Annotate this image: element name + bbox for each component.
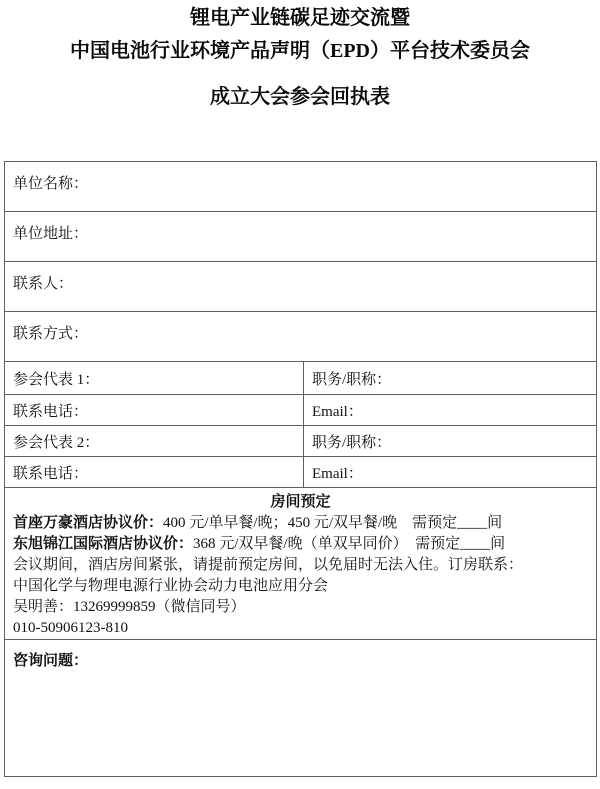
rep1-phone-field[interactable] bbox=[5, 395, 304, 426]
hotel2-details: 368 元/双早餐/晚（单双早同价） 需预定____间 bbox=[193, 536, 506, 552]
rep2-email-label: Email： bbox=[312, 465, 363, 482]
unit-name-row bbox=[5, 162, 597, 212]
rep2-label: 参会代表 2： bbox=[13, 434, 100, 451]
booking-contact-line: 吴明善：13269999859（微信同号） bbox=[13, 599, 246, 615]
rep1-row bbox=[5, 362, 597, 395]
rep2-name-field[interactable] bbox=[5, 426, 304, 457]
room-booking-row bbox=[5, 488, 597, 640]
document-header bbox=[0, 0, 600, 107]
hotel2-name: 东旭锦江国际酒店协议价： bbox=[13, 536, 194, 552]
room-booking-heading: 房间预定 bbox=[270, 494, 331, 510]
rep1-email-field[interactable] bbox=[304, 395, 597, 426]
unit-name-label: 单位名称： bbox=[13, 176, 89, 192]
unit-address-row bbox=[5, 212, 597, 262]
hotel1-details: 400 元/单早餐/晚；450 元/双早餐/晚 需预定____间 bbox=[163, 515, 503, 531]
rep2-contact-row bbox=[5, 457, 597, 488]
contact-method-row bbox=[5, 312, 597, 362]
rep2-email-field[interactable] bbox=[304, 457, 597, 488]
rep1-contact-row bbox=[5, 395, 597, 426]
document-title-line-3: 成立大会参会回执表 bbox=[210, 86, 390, 108]
hotel1-price-line[interactable] bbox=[13, 513, 588, 534]
document-title-line-1: 锂电产业链碳足迹交流暨 bbox=[190, 7, 410, 29]
consult-row bbox=[5, 640, 597, 777]
rep2-phone-field[interactable] bbox=[5, 457, 304, 488]
rep2-row bbox=[5, 426, 597, 457]
document-title-line-2: 中国电池行业环境产品声明（EPD）平台技术委员会 bbox=[70, 40, 530, 62]
rep2-phone-label: 联系电话： bbox=[13, 465, 89, 482]
rep1-position-label: 职务/职称： bbox=[312, 371, 392, 388]
rep2-position-label: 职务/职称： bbox=[312, 434, 392, 451]
contact-person-label: 联系人： bbox=[13, 276, 74, 292]
hotel1-name: 首座万豪酒店协议价： bbox=[13, 515, 164, 531]
rep1-name-field[interactable] bbox=[5, 362, 304, 395]
rep1-position-field[interactable] bbox=[304, 362, 597, 395]
unit-name-field[interactable] bbox=[5, 162, 597, 212]
rep1-email-label: Email： bbox=[312, 403, 363, 420]
booking-phone-line: 010-50906123-810 bbox=[13, 620, 128, 636]
rep1-label: 参会代表 1： bbox=[13, 371, 100, 388]
room-booking-section bbox=[5, 488, 597, 640]
contact-method-field[interactable] bbox=[5, 312, 597, 362]
registration-form-table bbox=[4, 161, 597, 777]
rep2-position-field[interactable] bbox=[304, 426, 597, 457]
contact-person-row bbox=[5, 262, 597, 312]
booking-note-line: 会议期间，酒店房间紧张，请提前预定房间，以免届时无法入住。订房联系： bbox=[13, 557, 524, 573]
consult-question-field[interactable] bbox=[5, 640, 597, 777]
contact-method-label: 联系方式： bbox=[13, 326, 89, 342]
contact-person-field[interactable] bbox=[5, 262, 597, 312]
rep1-phone-label: 联系电话： bbox=[13, 403, 89, 420]
consult-question-label: 咨询问题： bbox=[13, 653, 89, 669]
hotel2-price-line[interactable] bbox=[13, 534, 588, 555]
booking-association-line: 中国化学与物理电源行业协会动力电池应用分会 bbox=[13, 578, 329, 594]
unit-address-field[interactable] bbox=[5, 212, 597, 262]
unit-address-label: 单位地址： bbox=[13, 226, 89, 242]
